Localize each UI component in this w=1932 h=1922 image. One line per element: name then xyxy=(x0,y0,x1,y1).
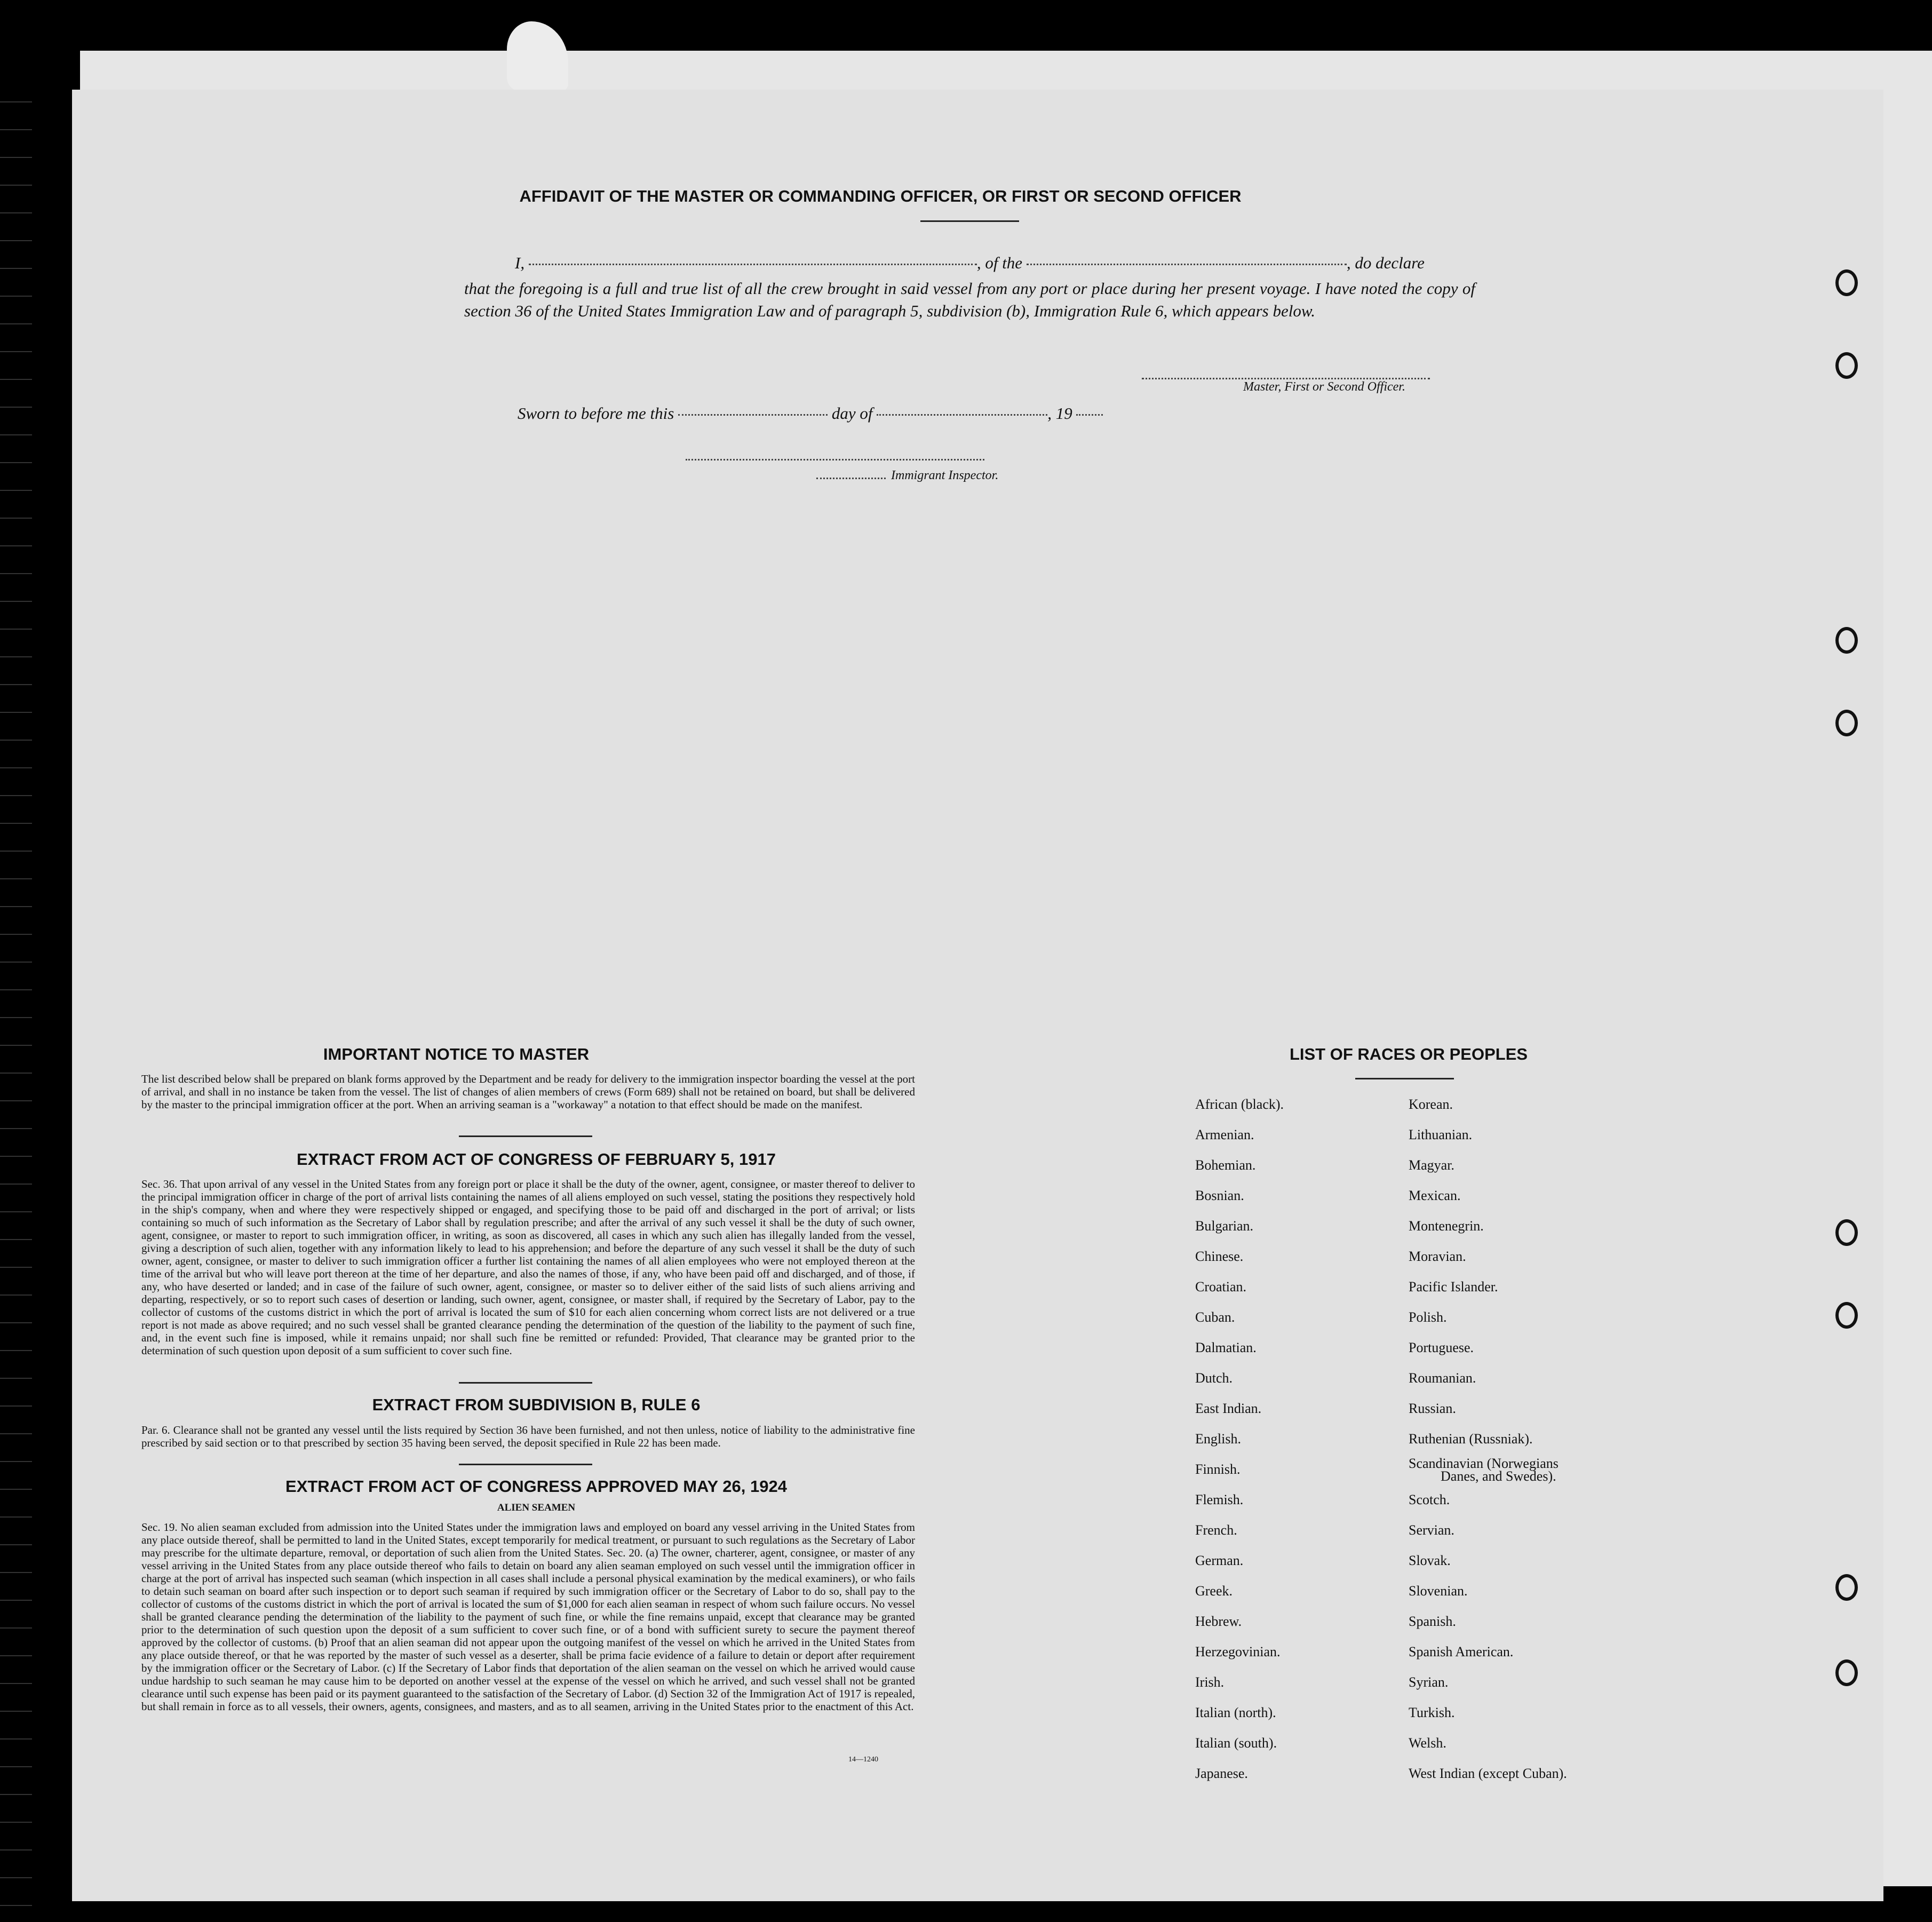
race-item: Portuguese. xyxy=(1409,1340,1474,1355)
race-item: Polish. xyxy=(1409,1309,1447,1325)
race-item: Moravian. xyxy=(1409,1249,1466,1264)
race-item: Armenian. xyxy=(1195,1127,1254,1142)
binder-hole-8 xyxy=(1835,1659,1858,1686)
race-item: Dutch. xyxy=(1195,1370,1233,1386)
race-item: German. xyxy=(1195,1553,1244,1568)
binder-hole-1 xyxy=(1835,269,1858,296)
race-item: Spanish. xyxy=(1409,1614,1456,1629)
binder-hole-5 xyxy=(1835,1219,1858,1246)
race-item: Irish. xyxy=(1195,1674,1225,1690)
race-item: Welsh. xyxy=(1409,1735,1446,1751)
race-item: Croatian. xyxy=(1195,1279,1247,1294)
paper-tab xyxy=(507,21,568,91)
affidavit-heading: AFFIDAVIT OF THE MASTER OR COMMANDING OFFICER, OR FIRST OR SECOND OFFICER xyxy=(519,187,1242,205)
sworn-day-field[interactable] xyxy=(678,414,828,416)
adjacent-ruled-sheet xyxy=(0,101,32,1916)
race-item: Greek. xyxy=(1195,1583,1233,1599)
inspector-label: Immigrant Inspector. xyxy=(891,468,999,482)
race-item: Dalmatian. xyxy=(1195,1340,1257,1355)
binder-hole-2 xyxy=(1835,352,1858,379)
race-item: Mexican. xyxy=(1409,1188,1461,1203)
affidavit-body: that the foregoing is a full and true list of all the crew brought in said vessel from any port or place during her present voyage. I have noted the copy of section 36 of the United States Immigration Law and of paragraph 5, subdivision (b), Immigration Rule 6, which appears below. xyxy=(464,279,1475,320)
declare-label: , do declare xyxy=(1346,253,1425,272)
race-item: Korean. xyxy=(1409,1097,1453,1112)
extract-1924-heading: EXTRACT FROM ACT OF CONGRESS APPROVED MAY 26, 1924 xyxy=(285,1477,787,1496)
sworn-label: Sworn to before me this xyxy=(518,404,674,423)
form-number: 14—1240 xyxy=(848,1756,878,1764)
sworn-year-field[interactable] xyxy=(1076,414,1103,416)
race-item: Russian. xyxy=(1409,1401,1456,1416)
binder-hole-6 xyxy=(1835,1302,1858,1329)
inspector-signature-field-2[interactable] xyxy=(816,478,886,479)
race-item: West Indian (except Cuban). xyxy=(1409,1766,1567,1781)
race-item: Herzegovinian. xyxy=(1195,1644,1281,1659)
race-item: Italian (south). xyxy=(1195,1735,1277,1751)
race-item: Spanish American. xyxy=(1409,1644,1514,1659)
extract-1924-text: Sec. 19. No alien seaman excluded from admission into the United States under the immigration laws and employed on board any vessel arriving in the United States from any place outside thereof, shall be permitted to land in the United States, except temporarily for medical treatment, or pursuant to such regulations as the Secretary of Labor may prescribe for the ultimate departure, removal, or deportation of such alien from the United States. Sec. 20. (a) The owner, charterer, agent, consignee, or master of any vessel arriving in the United States from any place outside thereof who fails to detain on board any alien seaman employed on such vessel until the immigration officer in charge at the port of arrival has inspected such seaman (which inspection in all cases shall include a personal physical examination by the medical examiners), or who fails to detain such seaman on board after such inspection or to deport such seaman if required by such immigration officer or the Secretary of Labor to do so, shall pay to the collector of customs of the customs district in which the port of arrival is located the sum of $1,000 for each alien seaman in respect of whom such failure occurs. No vessel shall be granted clearance pending the determination of the liability to the payment of such fine, or while the fine remains unpaid, except that clearance may be granted prior to the determination of such question upon the deposit of a sum sufficient to cover such fine, or of a bond with sufficient surety to secure the payment thereof approved by the collector of customs. (b) Proof that an alien seaman did not appear upon the outgoing manifest of the vessel on which he arrived in the United States from any place outside thereof, or that he was reported by the master of such vessel as a deserter, shall be prima facie evidence of a failure to detain or deport after requirement by the immigration officer or the Secretary of Labor. (c) If the Secretary of Labor finds that deportation of the alien seaman on the vessel on which he arrived would cause undue hardship to such seaman he may cause him to be deported on another vessel at the expense of the vessel on which he arrived, and such vessel shall not be granted clearance until such expense has been paid or its payment guaranteed to the satisfaction of the Secretary of Labor. (d) Section 32 of the Immigration Act of 1917 is repealed, but shall remain in force as to all vessels, their owners, agents, consignees, and masters, and as to all seamen, arriving in the United States prior to the enactment of this Act. xyxy=(141,1521,915,1713)
race-item: East Indian. xyxy=(1195,1401,1262,1416)
sworn-line xyxy=(518,404,1103,423)
race-item: Bulgarian. xyxy=(1195,1218,1254,1234)
sworn-month-field[interactable] xyxy=(877,414,1047,416)
officer-signature-field[interactable] xyxy=(1142,378,1430,379)
race-item: Flemish. xyxy=(1195,1492,1244,1507)
extract-1917-heading: EXTRACT FROM ACT OF CONGRESS OF FEBRUARY 5, 1917 xyxy=(297,1150,776,1169)
inspector-signature-field[interactable] xyxy=(686,459,984,460)
rule-6-text: Par. 6. Clearance shall not be granted any vessel until the lists required by Section 36 have been furnished, and not then unless, notice of liability to the administrative fine prescribed by said section or to that prescribed by section 35 having been served, the deposit specified in Rule 22 has been made. xyxy=(141,1424,915,1449)
race-item: Montenegrin. xyxy=(1409,1218,1484,1234)
extract-1917-rule xyxy=(459,1382,592,1384)
race-item: Syrian. xyxy=(1409,1674,1449,1690)
races-heading: LIST OF RACES OR PEOPLES xyxy=(1289,1045,1528,1063)
race-item: Cuban. xyxy=(1195,1309,1235,1325)
vessel-name-field[interactable] xyxy=(1027,264,1347,265)
race-item: Turkish. xyxy=(1409,1705,1455,1720)
race-item: English. xyxy=(1195,1431,1241,1447)
day-of-label: day of xyxy=(831,404,873,423)
notice-text: The list described below shall be prepared on blank forms approved by the Department and be ready for delivery to the immigration inspector boarding the vessel at the port of arrival, and shall in no instance be taken from the vessel. The list of changes of alien members of crews (Form 689) shall not be retained on board, but shall be delivered by the master to the principal immigration officer at the port. When an arriving seaman is a "workaway" a notation to that effect should be made on the manifest. xyxy=(141,1073,915,1111)
race-item: Bosnian. xyxy=(1195,1188,1244,1203)
race-item: Bohemian. xyxy=(1195,1157,1256,1173)
affidavit-rule xyxy=(920,220,1019,222)
extract-1917-text: Sec. 36. That upon arrival of any vessel in the United States from any foreign port or place it shall be the duty of the owner, agent, consignee, or master thereof to deliver to the principal immigration officer in charge of the port of arrival lists containing the names of all aliens employed on such vessel, stating the positions they respectively hold in the ship's company, when and where they were respectively shipped or engaged, and specifying those to be paid off and discharged in the port of arrival; or lists containing so much of such information as the Secretary of Labor shall by regulation prescribe; and after the arrival of any such vessel it shall be the duty of such owner, agent, consignee, or master to report to such immigration officer, in writing, as soon as discovered, all cases in which any such alien has illegally landed from the vessel, giving a description of such alien, together with any information likely to lead to his apprehension; and before the departure of any such vessel it shall be the duty of such owner, agent, consignee, or master to deliver to such immigration officer a further list containing the names of all alien employees who were not employed thereon at the time of the arrival but who will leave port thereon at the time of her departure, and also the names of those, if any, who have been paid off and discharged, and of those, if any, who have deserted or landed; and in case of the failure of such owner, agent, consignee, or master so to deliver either of the said lists of such aliens arriving and departing, respectively, or so to report such cases of desertion or landing, such owner, agent, consignee, or master shall, if required by the Secretary of Labor, pay to the collector of customs of the customs district in which the port of arrival is located the sum of $10 for each alien concerning whom correct lists are not delivered or a true report is not made as above required; and no such vessel shall be granted clearance pending the determination of the question of the liability to the payment of such fine, and, in the event such fine is imposed, while it remains unpaid; nor shall such fine be remitted or refunded: Provided, That clearance may be granted prior to the determination of such question upon deposit of a sum sufficient to cover such fine. xyxy=(141,1178,915,1357)
race-item: Pacific Islander. xyxy=(1409,1279,1498,1294)
notice-heading: IMPORTANT NOTICE TO MASTER xyxy=(323,1045,590,1063)
race-item: Scandinavian (Norwegians xyxy=(1409,1456,1559,1471)
race-item-continuation: Danes, and Swedes). xyxy=(1441,1468,1556,1484)
alien-seamen-subheading: ALIEN SEAMEN xyxy=(497,1502,576,1513)
binder-hole-4 xyxy=(1835,710,1858,736)
binder-hole-3 xyxy=(1835,627,1858,654)
race-item: African (black). xyxy=(1195,1097,1284,1112)
race-item: Chinese. xyxy=(1195,1249,1244,1264)
rule-6-heading: EXTRACT FROM SUBDIVISION B, RULE 6 xyxy=(372,1395,701,1414)
race-item: Lithuanian. xyxy=(1409,1127,1473,1142)
declarant-label: I, xyxy=(515,253,525,272)
race-item: Japanese. xyxy=(1195,1766,1248,1781)
race-item: Scotch. xyxy=(1409,1492,1450,1507)
binder-hole-7 xyxy=(1835,1574,1858,1601)
race-item: Magyar. xyxy=(1409,1157,1454,1173)
race-item: Slovak. xyxy=(1409,1553,1451,1568)
year-label: , 19 xyxy=(1047,404,1072,423)
declarant-name-field[interactable] xyxy=(529,264,977,265)
race-item: Roumanian. xyxy=(1409,1370,1476,1386)
rule-6-rule xyxy=(459,1464,592,1465)
race-item: Slovenian. xyxy=(1409,1583,1468,1599)
notice-rule xyxy=(459,1135,592,1137)
race-item: Servian. xyxy=(1409,1522,1454,1538)
of-the-label: , of the xyxy=(976,253,1023,272)
race-item: Hebrew. xyxy=(1195,1614,1242,1629)
race-item: French. xyxy=(1195,1522,1237,1538)
officer-signature-label: Master, First or Second Officer. xyxy=(1243,380,1405,394)
race-item: Italian (north). xyxy=(1195,1705,1276,1720)
races-rule xyxy=(1355,1078,1454,1079)
race-item: Finnish. xyxy=(1195,1462,1241,1477)
affidavit-declaration-line xyxy=(515,253,1425,273)
race-item: Ruthenian (Russniak). xyxy=(1409,1431,1533,1447)
